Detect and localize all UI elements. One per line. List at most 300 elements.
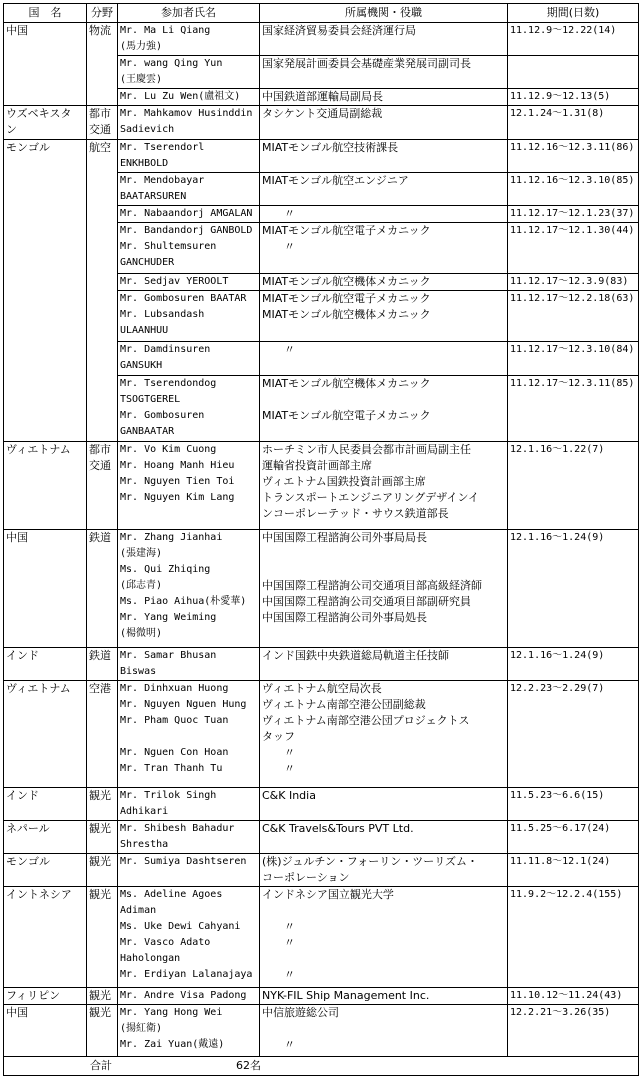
text-line: 〃 — [262, 935, 295, 949]
text-line: モンゴル — [6, 854, 50, 868]
text-line: 航空 — [89, 140, 111, 154]
participant-name-cell — [118, 787, 260, 820]
text-line: Mr. Lu Zu Wen(盧祖文) — [120, 91, 241, 103]
participant-name-cell — [118, 106, 260, 139]
period-cell — [508, 23, 639, 56]
participant-name-cell — [118, 172, 260, 205]
participant-entry — [120, 935, 257, 967]
text-line: Mr. Bandandorj GANBOLD — [120, 224, 253, 236]
text-line: ン — [6, 123, 17, 137]
text-line: 中国鉄道部運輸局副局長 — [262, 90, 383, 104]
text-line: ヴィエトナム航空局次長 — [262, 682, 382, 696]
text-line: Mr. Gombosuren — [120, 409, 205, 421]
text-line: 運輸省投資計画部主席 — [262, 458, 372, 472]
participant-entry — [120, 206, 257, 222]
organization-cell — [260, 820, 508, 853]
text-line: 都市 — [89, 107, 111, 121]
text-line: Mr. Nguyen Nguen Hung — [120, 699, 247, 711]
participant-entry — [120, 223, 257, 239]
participant-name-cell — [118, 56, 260, 89]
text-line: Shrestha — [120, 838, 169, 850]
organization-entry — [262, 988, 505, 1004]
organization-cell — [260, 106, 508, 139]
organization-entry — [262, 562, 505, 594]
period-cell — [508, 89, 639, 106]
text-line: Mr. Damdinsuren — [120, 344, 211, 356]
participant-entry — [120, 291, 257, 307]
text-line: 〃 — [262, 206, 295, 220]
text-line: Mr. Gombosuren BAATAR — [120, 293, 247, 305]
text-line: ヴィエトナム — [6, 682, 71, 696]
organization-cell — [260, 56, 508, 89]
text-line: 観光 — [89, 788, 111, 802]
text-line: (王慶雲) — [120, 74, 163, 86]
text-line: NYK-FIL Ship Management Inc. — [262, 989, 430, 1003]
text-line: (馬力強) — [120, 41, 163, 53]
organization-entry — [262, 854, 505, 886]
text-line: Mr. Mahkamov Husinddin — [120, 108, 253, 120]
participant-entry — [120, 967, 257, 983]
text-line: ウズベキスタ — [6, 107, 72, 121]
text-line: 中信旅遊総公司 — [262, 1006, 339, 1020]
organization-entry — [262, 821, 505, 853]
text-line: Mr. Hoang Manh Hieu — [120, 459, 235, 471]
text-line: Mr. Mendobayar — [120, 174, 205, 186]
table-row — [4, 441, 639, 529]
organization-cell — [260, 647, 508, 680]
text-line: (揚紅衛) — [120, 1023, 163, 1035]
text-line: 11.10.12～11.24(43) — [510, 990, 623, 1002]
participants-table — [3, 3, 639, 1076]
participant-entry — [120, 887, 257, 919]
text-line: 観光 — [89, 854, 111, 868]
field-cell — [87, 787, 118, 820]
country-cell — [4, 106, 87, 139]
organization-cell — [260, 988, 508, 1005]
text-line: (張建海) — [120, 548, 163, 560]
text-line: C&K Travels&Tours PVT Ltd. — [262, 821, 414, 835]
period-cell — [508, 820, 639, 853]
field-cell — [87, 139, 118, 441]
participant-entry — [120, 442, 257, 458]
participant-name-cell — [118, 647, 260, 680]
text-line: ホーチミン市人民委員会都市計画局副主任 — [262, 442, 471, 456]
text-line: 11.12.9～12.13(5) — [510, 91, 611, 103]
participant-entry — [120, 530, 257, 562]
field-cell — [87, 681, 118, 787]
period-cell — [508, 342, 639, 375]
text-line: Adiman — [120, 904, 157, 916]
table-row — [4, 530, 639, 648]
table-body — [4, 4, 639, 1076]
participant-entry — [120, 56, 257, 88]
organization-entry — [262, 594, 505, 610]
participant-entry — [120, 106, 257, 138]
period-cell — [508, 291, 639, 342]
text-line: 11.5.23～6.6(15) — [510, 789, 605, 801]
table-row — [4, 23, 639, 56]
text-line: 中国 — [6, 1006, 28, 1020]
country-cell — [4, 1005, 87, 1056]
text-line: (邱志青) — [120, 580, 163, 592]
participant-entry — [120, 173, 257, 205]
participant-entry — [120, 562, 257, 594]
text-line: モンゴル — [6, 140, 50, 154]
organization-cell — [260, 89, 508, 106]
participant-name-cell — [118, 820, 260, 853]
text-line: 物流 — [89, 24, 111, 38]
text-line: Mr. Lubsandash — [120, 309, 205, 321]
period-cell — [508, 787, 639, 820]
organization-cell — [260, 205, 508, 222]
text-line: MIATモンゴル航空機体メカニック — [262, 275, 431, 289]
participant-entry — [120, 89, 257, 105]
header-field: 分野 — [87, 4, 118, 23]
country-cell — [4, 23, 87, 106]
text-line: ヴィエトナム南部空港公団プロジェクトス — [262, 714, 470, 728]
table-row — [4, 787, 639, 820]
total-cell — [4, 1056, 639, 1075]
text-line: 11.9.2～12.2.4(155) — [510, 888, 623, 900]
header-country: 国 名 — [4, 4, 87, 23]
organization-cell — [260, 441, 508, 529]
text-line: インド国鉄中央鉄道総局軌道主任技師 — [262, 648, 449, 662]
organization-cell — [260, 530, 508, 648]
organization-entry — [262, 935, 505, 967]
text-line: Mr. Tserendorl — [120, 141, 205, 153]
text-line: TSOGTGEREL — [120, 393, 181, 405]
text-line: Mr. Vo Kim Cuong — [120, 443, 217, 455]
organization-entry — [262, 761, 505, 777]
text-line: (楊微明) — [120, 628, 163, 640]
organization-entry — [262, 610, 505, 642]
organization-entry — [262, 173, 505, 205]
participant-name-cell — [118, 205, 260, 222]
text-line: MIATモンゴル航空機体メカニック — [262, 376, 431, 390]
text-line: ULAANHUU — [120, 325, 169, 337]
text-line: 中国国際工程諮詢公司交通項目部高級経済師 — [262, 579, 482, 593]
table-row — [4, 820, 639, 853]
text-line — [262, 562, 505, 578]
text-line: Ms. Piao Aihua(朴愛華) — [120, 596, 247, 608]
participant-entry — [120, 376, 257, 408]
organization-entry — [262, 967, 505, 983]
text-line: 都市 — [89, 442, 111, 456]
text-line: Mr. Andre Visa Padong — [120, 990, 247, 1002]
text-line: 12.1.24～1.31(8) — [510, 108, 605, 120]
total-value: 62名 — [236, 1058, 261, 1072]
header-row — [4, 4, 639, 23]
organization-entry — [262, 291, 505, 307]
text-line: Mr. Ma Li Qiang — [120, 25, 211, 37]
text-line: Mr. Tserendondog — [120, 377, 217, 389]
participant-entry — [120, 342, 257, 374]
field-cell — [87, 988, 118, 1005]
text-line: 11.12.17～12.1.30(44) — [510, 224, 635, 236]
text-line: Haholongan — [120, 952, 181, 964]
text-line: Mr. Shibesh Bahadur — [120, 822, 235, 834]
text-line: 観光 — [89, 1006, 111, 1020]
period-cell — [508, 172, 639, 205]
text-line: Mr. Shultemsuren — [120, 240, 217, 252]
participant-entry — [120, 307, 257, 339]
participant-name-cell — [118, 291, 260, 342]
text-line: Mr. Zhang Jianhai — [120, 532, 223, 544]
participant-entry — [120, 713, 257, 745]
organization-entry — [262, 89, 505, 105]
participant-entry — [120, 821, 257, 853]
text-line: 12.1.16～1.24(9) — [510, 649, 605, 661]
text-line: BAATARSUREN — [120, 190, 187, 202]
text-line: Ms. Uke Dewi Cahyani — [120, 920, 241, 932]
participant-entry — [120, 745, 257, 761]
organization-entry — [262, 530, 505, 562]
participant-entry — [120, 23, 257, 55]
period-cell — [508, 441, 639, 529]
header-org: 所属機関・役職 — [260, 4, 508, 23]
period-cell — [508, 56, 639, 89]
text-line: Mr. Yang Weiming — [120, 612, 217, 624]
participant-entry — [120, 610, 257, 642]
text-line: MIATモンゴル航空電子メカニック — [262, 408, 431, 422]
text-line: タシケント交通局副総裁 — [262, 107, 383, 121]
text-line: Sadievich — [120, 124, 175, 136]
organization-entry — [262, 56, 505, 88]
organization-entry — [262, 106, 505, 138]
text-line: GANBAATAR — [120, 425, 175, 437]
country-cell — [4, 441, 87, 529]
text-line: C&K India — [262, 788, 316, 802]
text-line: 観光 — [89, 989, 111, 1003]
text-line: 〃 — [262, 343, 295, 357]
participant-entry — [120, 854, 257, 886]
text-line: ンコーポレーテッド・サウス鉄道部長 — [262, 506, 449, 520]
participant-entry — [120, 474, 257, 490]
participant-entry — [120, 988, 257, 1004]
participant-entry — [120, 239, 257, 271]
table-row — [4, 681, 639, 787]
field-cell — [87, 441, 118, 529]
organization-cell — [260, 291, 508, 342]
field-cell — [87, 886, 118, 987]
text-line: ヴィエトナム南部空港公団副総裁 — [262, 698, 426, 712]
organization-entry — [262, 887, 505, 919]
field-cell — [87, 106, 118, 139]
organization-entry — [262, 23, 505, 55]
text-line: 11.12.17～12.2.18(63) — [510, 293, 635, 305]
participant-entry — [120, 697, 257, 713]
participant-name-cell — [118, 342, 260, 375]
text-line: Mr. Sumiya Dashtseren — [120, 855, 247, 867]
text-line: 〃 — [262, 762, 295, 776]
text-line: 交通 — [89, 458, 111, 472]
organization-entry — [262, 376, 505, 408]
period-cell — [508, 530, 639, 648]
text-line: Mr. Tran Thanh Tu — [120, 763, 223, 775]
organization-cell — [260, 853, 508, 886]
organization-entry — [262, 681, 505, 697]
field-cell — [87, 530, 118, 648]
period-cell — [508, 205, 639, 222]
text-line: MIATモンゴル航空機体メカニック — [262, 308, 431, 322]
country-cell — [4, 139, 87, 441]
text-line: 12.2.21～3.26(35) — [510, 1007, 611, 1019]
text-line: 中国国際工程諮詢公司交通項目部副研究員 — [262, 595, 471, 609]
participant-name-cell — [118, 139, 260, 172]
text-line: トランスポートエンジニアリングデザインイ — [262, 490, 479, 504]
participant-entry — [120, 788, 257, 820]
organization-cell — [260, 139, 508, 172]
text-line: (株)ジュルチン・フォーリン・ツーリズム・ — [262, 854, 479, 868]
text-line: 鉄道 — [89, 531, 111, 545]
organization-cell — [260, 342, 508, 375]
organization-entry — [262, 788, 505, 820]
organization-cell — [260, 222, 508, 273]
text-line: 12.1.16～1.22(7) — [510, 443, 605, 455]
table-row — [4, 106, 639, 139]
text-line: Mr. Nguen Con Hoan — [120, 747, 229, 759]
period-cell — [508, 681, 639, 787]
period-cell — [508, 139, 639, 172]
table-row — [4, 139, 639, 172]
organization-entry — [262, 342, 505, 374]
text-line: Mr. Sedjav YEROOLT — [120, 276, 229, 288]
participant-entry — [120, 681, 257, 697]
text-line: Mr. Samar Bhusan — [120, 649, 217, 661]
participant-name-cell — [118, 886, 260, 987]
text-line: 国家経済貿易委員会経済運行局 — [262, 24, 416, 38]
organization-entry — [262, 1005, 505, 1037]
text-line: MIATモンゴル航空技術課長 — [262, 140, 399, 154]
text-line: Ms. Adeline Agoes — [120, 888, 223, 900]
text-line: Mr. Zai Yuan(戴遠) — [120, 1039, 225, 1051]
organization-entry — [262, 458, 505, 474]
header-period: 期間(日数) — [508, 4, 639, 23]
text-line: インドネシア国立観光大学 — [262, 887, 394, 901]
text-line — [510, 56, 636, 72]
period-cell — [508, 1005, 639, 1056]
text-line: 〃 — [262, 1038, 295, 1052]
country-cell — [4, 853, 87, 886]
participant-name-cell — [118, 23, 260, 56]
participant-name-cell — [118, 222, 260, 273]
period-cell — [508, 375, 639, 441]
table-row — [4, 647, 639, 680]
text-line: 中国 — [6, 24, 28, 38]
participant-name-cell — [118, 530, 260, 648]
organization-cell — [260, 681, 508, 787]
period-cell — [508, 106, 639, 139]
organization-entry — [262, 239, 505, 271]
organization-entry — [262, 408, 505, 440]
country-cell — [4, 681, 87, 787]
organization-cell — [260, 886, 508, 987]
text-line: Mr. Nguyen Tien Toi — [120, 475, 235, 487]
country-cell — [4, 647, 87, 680]
text-line: 空港 — [89, 682, 111, 696]
participant-entry — [120, 458, 257, 474]
text-line: MIATモンゴル航空電子メカニック — [262, 292, 431, 306]
field-cell — [87, 820, 118, 853]
text-line: 11.12.17～12.3.9(83) — [510, 276, 629, 288]
header-name: 参加者氏名 — [118, 4, 260, 23]
text-line: 11.12.17～12.3.11(85) — [510, 377, 635, 389]
text-line: 11.12.17～12.3.10(84) — [510, 344, 635, 356]
text-line: Mr. Pham Quoc Tuan — [120, 715, 229, 727]
organization-entry — [262, 223, 505, 239]
country-cell — [4, 820, 87, 853]
period-cell — [508, 274, 639, 291]
text-line: Mr. Yang Hong Wei — [120, 1007, 223, 1019]
text-line: ヴィエトナム — [6, 442, 71, 456]
text-line: ヴィエトナム国鉄投資計画部主席 — [262, 474, 426, 488]
text-line: Ms. Qui Zhiqing — [120, 564, 211, 576]
text-line: MIATモンゴル航空エンジニア — [262, 173, 409, 187]
participant-entry — [120, 648, 257, 680]
participant-entry — [120, 1005, 257, 1037]
text-line: Mr. wang Qing Yun — [120, 58, 223, 70]
organization-entry — [262, 1037, 505, 1053]
text-line: MIATモンゴル航空電子メカニック — [262, 223, 431, 237]
text-line: 12.2.23～2.29(7) — [510, 683, 605, 695]
country-cell — [4, 886, 87, 987]
text-line: Adhikari — [120, 805, 169, 817]
participant-entry — [120, 274, 257, 290]
text-line: イントネシア — [6, 887, 72, 901]
text-line: 〃 — [262, 239, 295, 253]
total-row — [4, 1056, 639, 1075]
text-line: インド — [6, 648, 39, 662]
organization-entry — [262, 206, 505, 222]
participant-entry — [120, 594, 257, 610]
organization-cell — [260, 274, 508, 291]
organization-entry — [262, 919, 505, 935]
field-cell — [87, 1005, 118, 1056]
table-row — [4, 886, 639, 987]
organization-cell — [260, 787, 508, 820]
text-line: 〃 — [262, 967, 295, 981]
text-line: GANSUKH — [120, 360, 163, 372]
text-line: 中国国際工程諮詢公司外事局処長 — [262, 611, 427, 625]
text-line: 交通 — [89, 123, 111, 137]
text-line: ネパール — [6, 821, 50, 835]
participant-name-cell — [118, 89, 260, 106]
text-line: 観光 — [89, 887, 111, 901]
text-line: 11.12.9～12.22(14) — [510, 25, 617, 37]
period-cell — [508, 988, 639, 1005]
text-line: Mr. Erdiyan Lalanajaya — [120, 968, 253, 980]
field-cell — [87, 853, 118, 886]
text-line: コーポレーション — [262, 870, 350, 884]
organization-cell — [260, 23, 508, 56]
text-line: ENKHBOLD — [120, 157, 169, 169]
text-line: Mr. Trilok Singh — [120, 789, 217, 801]
participant-name-cell — [118, 988, 260, 1005]
text-line: 観光 — [89, 821, 111, 835]
text-line: 中国国際工程諮詢公司外事局局長 — [262, 531, 427, 545]
participant-name-cell — [118, 375, 260, 441]
country-cell — [4, 988, 87, 1005]
organization-cell — [260, 172, 508, 205]
text-line: Biswas — [120, 665, 157, 677]
participant-name-cell — [118, 441, 260, 529]
participant-entry — [120, 761, 257, 777]
text-line: Mr. Nguyen Kim Lang — [120, 491, 235, 503]
text-line: 11.12.17～12.1.23(37) — [510, 207, 635, 219]
text-line: 11.12.16～12.3.11(86) — [510, 141, 635, 153]
organization-entry — [262, 442, 505, 458]
text-line: Mr. Vasco Adato — [120, 936, 211, 948]
